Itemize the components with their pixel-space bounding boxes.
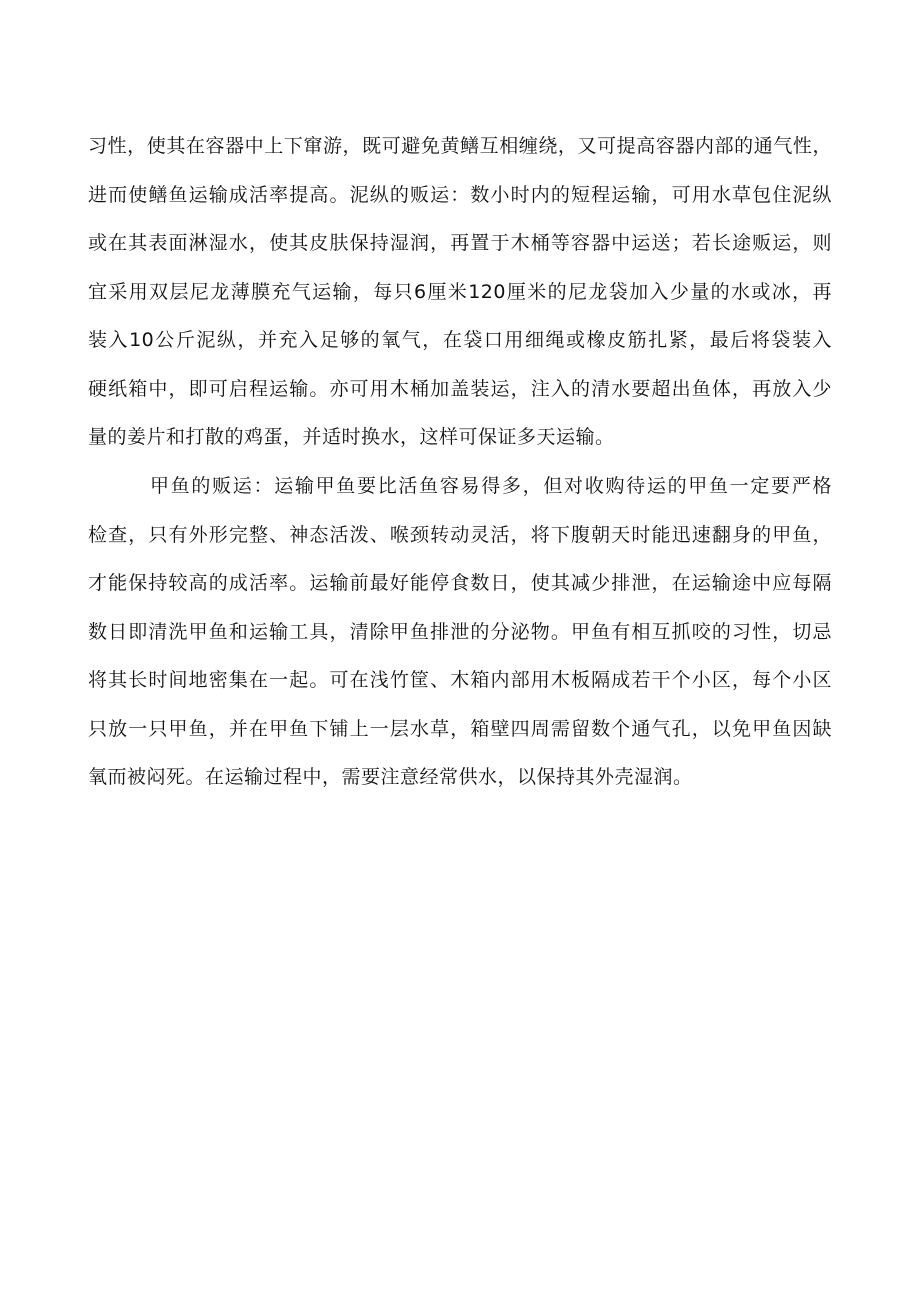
paragraph-line-last: 量的姜片和打散的鸡蛋，并适时换水，这样可保证多天运输。: [88, 426, 615, 448]
paragraph-line-first: 甲鱼的贩运：运输甲鱼要比活鱼容易得多，但对收购待运的甲鱼一定要严格: [150, 475, 832, 497]
paragraph-line: 数日即清洗甲鱼和运输工具，清除甲鱼排泄的分泌物。甲鱼有相互抓咬的习性，切忌: [88, 620, 832, 643]
paragraph-line: 才能保持较高的成活率。运输前最好能停食数日，使其减少排泄，在运输途中应每隔: [88, 572, 832, 594]
paragraph-line: 宜采用双层尼龙薄膜充气运输，每只6厘米120厘米的尼龙袋加入少量的水或冰，再: [88, 280, 832, 303]
paragraph-line: 只放一只甲鱼，并在甲鱼下铺上一层水草，箱壁四周需留数个通气孔，以免甲鱼因缺: [88, 717, 832, 740]
paragraph-loach-eel-transport: [88, 122, 832, 462]
paragraph-line-last: 氧而被闷死。在运输过程中，需要注意经常供水，以保持其外壳湿润。: [88, 766, 693, 788]
paragraph-turtle-transport: [88, 462, 832, 802]
paragraph-line: 将其长时间地密集在一起。可在浅竹筐、木箱内部用木板隔成若干个小区，每个小区: [88, 669, 832, 691]
paragraph-line: 装入10公斤泥纵，并充入足够的氧气，在袋口用细绳或橡皮筋扎紧，最后将袋装入: [88, 329, 832, 351]
paragraph-line: 进而使鳝鱼运输成活率提高。泥纵的贩运：数小时内的短程运输，可用水草包住泥纵: [88, 183, 832, 206]
paragraph-line: 或在其表面淋湿水，使其皮肤保持湿润，再置于木桶等容器中运送；若长途贩运，则: [88, 232, 832, 254]
paragraph-line: 检查，只有外形完整、神态活泼、喉颈转动灵活，将下腹朝天时能迅速翻身的甲鱼，: [88, 523, 832, 546]
paragraph-line: 习性，使其在容器中上下窜游，既可避免黄鳝互相缠绕，又可提高容器内部的通气性，: [88, 135, 832, 157]
paragraph-line: 硬纸箱中，即可启程运输。亦可用木桶加盖装运，注入的清水要超出鱼体，再放入少: [88, 377, 832, 400]
